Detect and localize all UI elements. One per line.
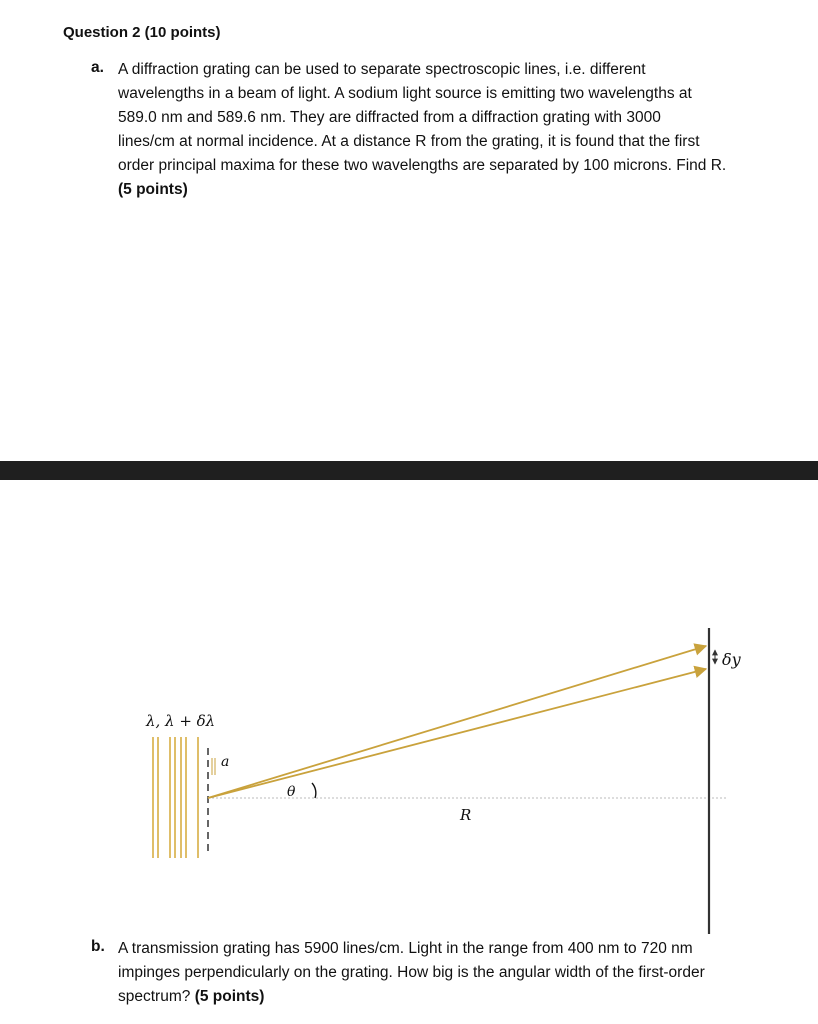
- part-b-label: b.: [91, 938, 105, 955]
- part-a-points: (5 points): [118, 181, 188, 198]
- part-a-line: order principal maxima for these two wavelengths are separated by 100 microns. Find R.: [118, 157, 727, 174]
- part-b-points: (5 points): [194, 988, 265, 1005]
- part-b-text: [118, 937, 705, 1009]
- part-b-line: impinges perpendicularly on the grating. How big is the angular width of the first-order: [118, 964, 705, 981]
- part-a-line: A diffraction grating can be used to separate spectroscopic lines, i.e. different: [118, 61, 646, 78]
- spacing-label: a: [221, 754, 230, 770]
- diffracted-ray-1: [208, 646, 706, 798]
- part-a-line: 589.0 nm and 589.6 nm. They are diffracted from a diffraction grating with 3000: [118, 109, 661, 126]
- angle-label: θ: [287, 784, 296, 800]
- diffracted-ray-2: [208, 669, 706, 798]
- part-a-label: a.: [91, 59, 104, 76]
- part-a-line: wavelengths in a beam of light. A sodium light source is emitting two wavelengths at: [118, 85, 692, 102]
- distance-label: R: [460, 806, 472, 824]
- part-b-line: A transmission grating has 5900 lines/cm. Light in the range from 400 nm to 720 nm: [118, 940, 693, 957]
- part-a-line: lines/cm at normal incidence. At a distance R from the grating, it is found that the first: [118, 133, 700, 150]
- separation-label: δy: [722, 650, 741, 669]
- question-title: Question 2 (10 points): [63, 24, 221, 41]
- angle-arc: [312, 783, 316, 798]
- wavelength-label: λ, λ + δλ: [146, 712, 216, 730]
- part-b-line: spectrum?: [118, 988, 191, 1005]
- incident-wavefronts: [153, 737, 198, 858]
